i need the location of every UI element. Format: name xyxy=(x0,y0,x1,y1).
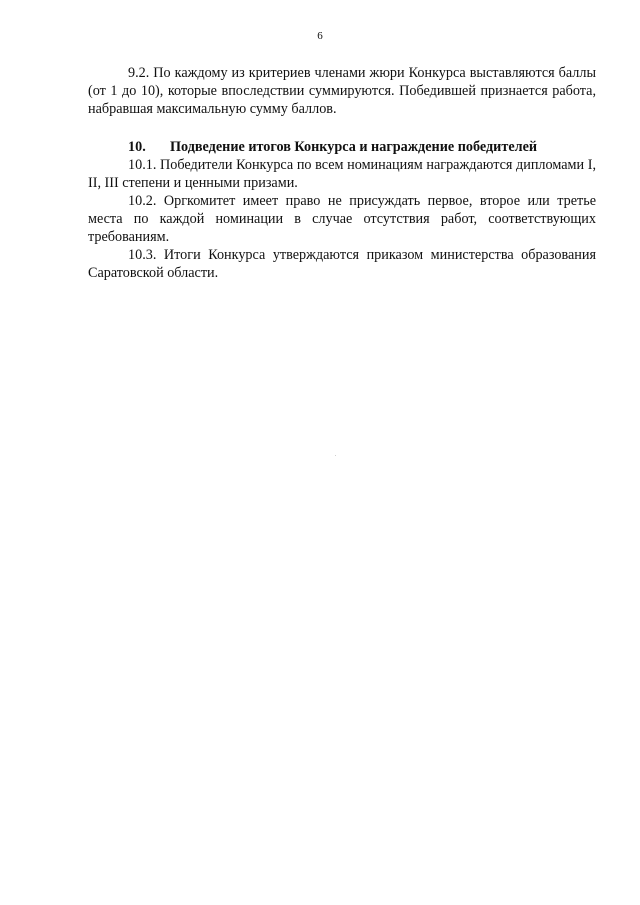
paragraph-9-2: 9.2. По каждому из критериев членами жюри Конкурса выставляются баллы (от 1 до 10), которые впоследствии суммируются. Победившей признается работа, набравшая максимальную сумму баллов. xyxy=(88,65,596,117)
paragraph-10-2: 10.2. Оргкомитет имеет право не присуждать первое, второе или третье места по каждой номинации в случае отсутствия работ, соответствующих требованиям. xyxy=(88,193,596,245)
section-10-title: Подведение итогов Конкурса и награждение победителей xyxy=(170,139,538,155)
section-10-number: 10. xyxy=(128,139,146,155)
paragraph-10-3: 10.3. Итоги Конкурса утверждаются приказом министерства образования Саратовской области. xyxy=(88,247,596,281)
page-number: 6 xyxy=(317,30,323,42)
document-body xyxy=(88,64,596,282)
paragraph-10-1: 10.1. Победители Конкурса по всем номинациям награждаются дипломами I, II, III степени и ценными призами. xyxy=(88,157,596,191)
scan-speck xyxy=(335,455,336,456)
section-10-heading xyxy=(88,138,596,156)
